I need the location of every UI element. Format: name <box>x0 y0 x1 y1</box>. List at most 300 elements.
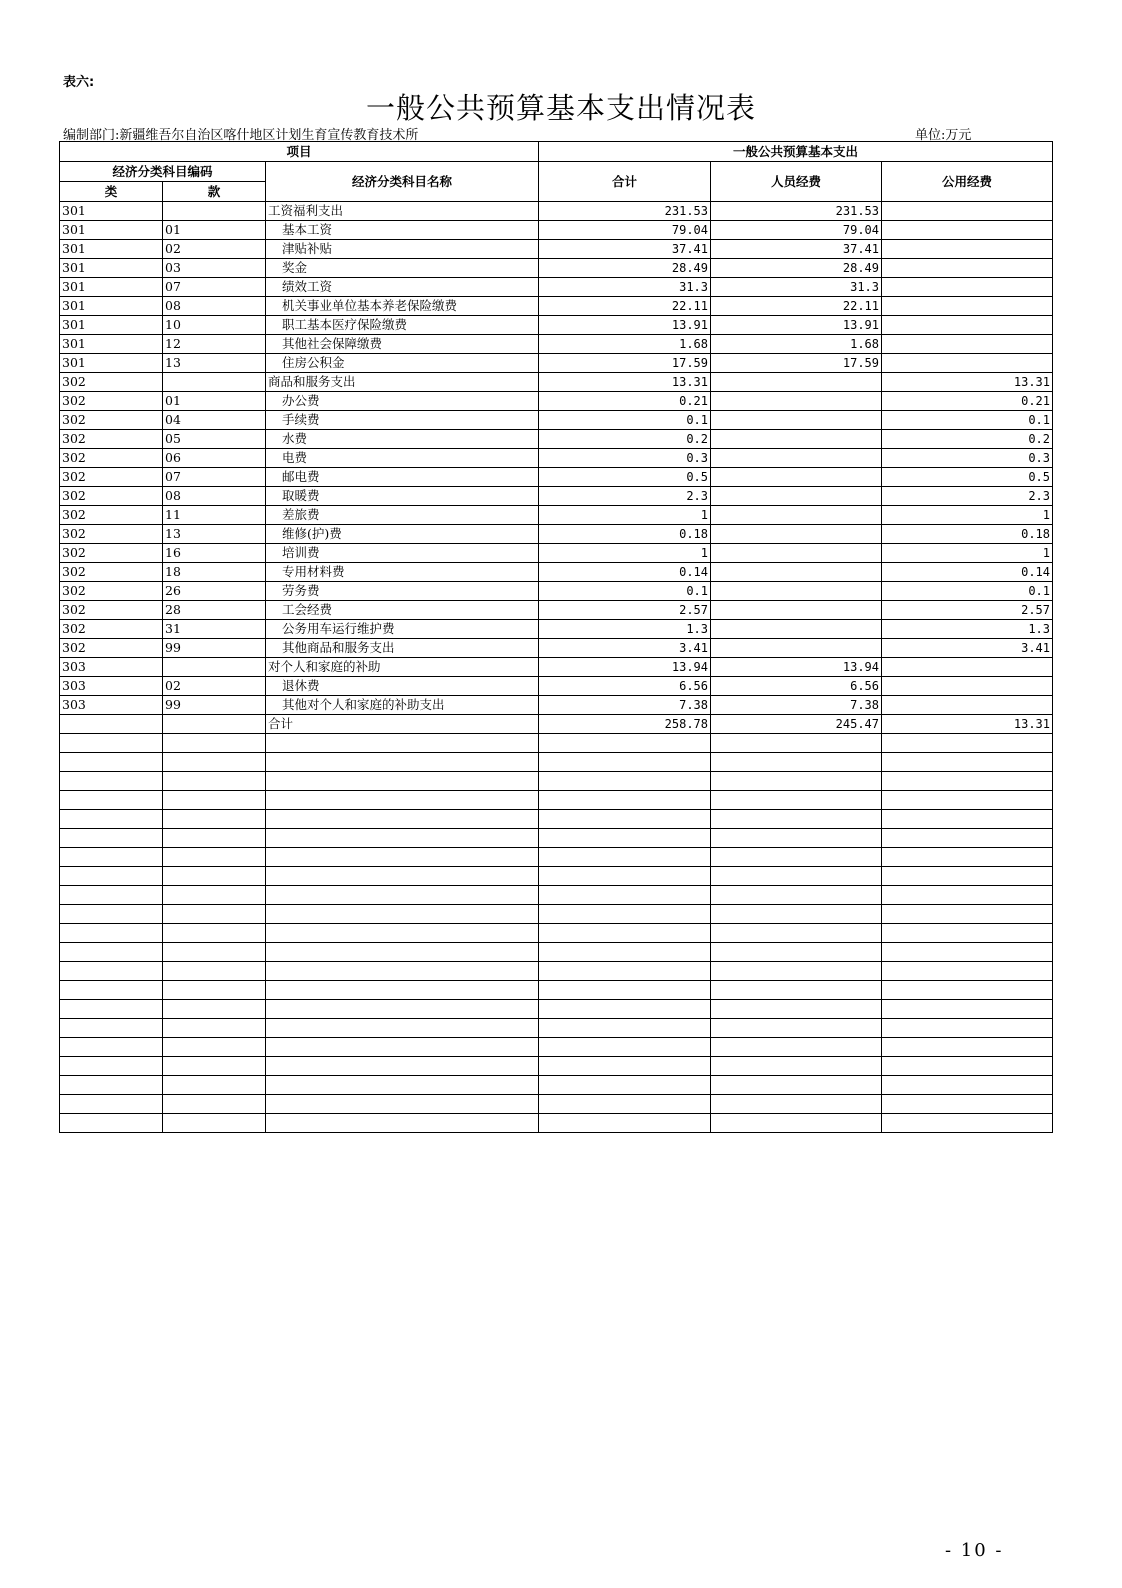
cell-class: 302 <box>60 430 163 449</box>
cell-name: 其他社会保障缴费 <box>266 335 539 354</box>
empty-cell <box>882 962 1053 981</box>
empty-row <box>60 848 1053 867</box>
cell-name: 其他商品和服务支出 <box>266 639 539 658</box>
cell-class <box>60 715 163 734</box>
empty-cell <box>539 943 711 962</box>
budget-table <box>59 141 1053 1133</box>
cell-section: 01 <box>163 392 266 411</box>
cell-name: 电费 <box>266 449 539 468</box>
empty-cell <box>266 1114 539 1133</box>
empty-cell <box>266 943 539 962</box>
table-row <box>60 202 1053 221</box>
empty-cell <box>266 848 539 867</box>
empty-cell <box>266 829 539 848</box>
empty-cell <box>60 810 163 829</box>
empty-row <box>60 924 1053 943</box>
empty-cell <box>60 886 163 905</box>
empty-cell <box>163 791 266 810</box>
cell-name: 绩效工资 <box>266 278 539 297</box>
cell-name: 维修(护)费 <box>266 525 539 544</box>
empty-cell <box>266 791 539 810</box>
cell-class: 301 <box>60 335 163 354</box>
cell-total: 31.3 <box>539 278 711 297</box>
cell-total: 7.38 <box>539 696 711 715</box>
empty-cell <box>163 753 266 772</box>
empty-cell <box>60 1038 163 1057</box>
cell-public: 13.31 <box>882 715 1053 734</box>
cell-name: 取暖费 <box>266 487 539 506</box>
cell-name: 邮电费 <box>266 468 539 487</box>
empty-cell <box>711 886 882 905</box>
empty-cell <box>711 791 882 810</box>
table-row <box>60 506 1053 525</box>
cell-name: 手续费 <box>266 411 539 430</box>
cell-total: 13.94 <box>539 658 711 677</box>
header-total: 合计 <box>539 162 711 202</box>
empty-cell <box>266 734 539 753</box>
empty-cell <box>266 1038 539 1057</box>
table-row <box>60 335 1053 354</box>
empty-cell <box>882 1038 1053 1057</box>
page-number: - 10 - <box>945 1540 1004 1561</box>
cell-total: 0.2 <box>539 430 711 449</box>
cell-section: 03 <box>163 259 266 278</box>
empty-cell <box>266 1057 539 1076</box>
cell-personnel: 13.94 <box>711 658 882 677</box>
cell-class: 302 <box>60 373 163 392</box>
header-row-1 <box>60 142 1053 162</box>
cell-public: 0.5 <box>882 468 1053 487</box>
cell-total: 37.41 <box>539 240 711 259</box>
cell-public <box>882 278 1053 297</box>
cell-total: 79.04 <box>539 221 711 240</box>
cell-section: 05 <box>163 430 266 449</box>
empty-cell <box>882 1019 1053 1038</box>
cell-section: 18 <box>163 563 266 582</box>
empty-cell <box>60 962 163 981</box>
empty-cell <box>539 848 711 867</box>
cell-class: 301 <box>60 221 163 240</box>
empty-cell <box>882 791 1053 810</box>
empty-cell <box>266 810 539 829</box>
empty-cell <box>539 772 711 791</box>
cell-section: 31 <box>163 620 266 639</box>
empty-cell <box>882 829 1053 848</box>
cell-section <box>163 658 266 677</box>
empty-cell <box>539 734 711 753</box>
cell-public: 1.3 <box>882 620 1053 639</box>
table-row <box>60 620 1053 639</box>
cell-section: 16 <box>163 544 266 563</box>
cell-class: 302 <box>60 601 163 620</box>
cell-total: 2.57 <box>539 601 711 620</box>
empty-cell <box>882 1095 1053 1114</box>
cell-class: 302 <box>60 525 163 544</box>
empty-cell <box>60 1076 163 1095</box>
empty-cell <box>60 905 163 924</box>
empty-cell <box>711 1114 882 1133</box>
cell-name: 其他对个人和家庭的补助支出 <box>266 696 539 715</box>
empty-cell <box>539 924 711 943</box>
empty-cell <box>711 1076 882 1095</box>
cell-name: 奖金 <box>266 259 539 278</box>
table-row <box>60 696 1053 715</box>
cell-name: 专用材料费 <box>266 563 539 582</box>
cell-public: 3.41 <box>882 639 1053 658</box>
cell-public <box>882 297 1053 316</box>
cell-class: 302 <box>60 392 163 411</box>
empty-row <box>60 810 1053 829</box>
table-row <box>60 392 1053 411</box>
table-row <box>60 639 1053 658</box>
empty-cell <box>711 1000 882 1019</box>
cell-section: 01 <box>163 221 266 240</box>
cell-class: 302 <box>60 639 163 658</box>
header-project: 项目 <box>60 142 539 162</box>
empty-cell <box>60 753 163 772</box>
cell-class: 301 <box>60 354 163 373</box>
cell-public: 0.18 <box>882 525 1053 544</box>
empty-cell <box>163 1000 266 1019</box>
empty-cell <box>266 924 539 943</box>
cell-personnel <box>711 487 882 506</box>
cell-section: 06 <box>163 449 266 468</box>
cell-personnel <box>711 563 882 582</box>
cell-public: 0.3 <box>882 449 1053 468</box>
cell-class: 301 <box>60 259 163 278</box>
cell-total: 231.53 <box>539 202 711 221</box>
empty-cell <box>60 1000 163 1019</box>
table-row <box>60 373 1053 392</box>
empty-cell <box>60 1114 163 1133</box>
cell-public: 2.57 <box>882 601 1053 620</box>
cell-public: 0.2 <box>882 430 1053 449</box>
empty-cell <box>882 1076 1053 1095</box>
cell-name: 差旅费 <box>266 506 539 525</box>
cell-name: 基本工资 <box>266 221 539 240</box>
empty-cell <box>266 867 539 886</box>
cell-total: 0.14 <box>539 563 711 582</box>
empty-cell <box>163 1038 266 1057</box>
cell-personnel: 13.91 <box>711 316 882 335</box>
page-title: 一般公共预算基本支出情况表 <box>365 91 756 125</box>
empty-cell <box>539 1038 711 1057</box>
cell-class: 302 <box>60 487 163 506</box>
empty-cell <box>539 829 711 848</box>
empty-cell <box>163 905 266 924</box>
cell-total: 0.21 <box>539 392 711 411</box>
header-section: 款 <box>163 182 266 202</box>
cell-personnel <box>711 430 882 449</box>
cell-name: 公务用车运行维护费 <box>266 620 539 639</box>
cell-total: 17.59 <box>539 354 711 373</box>
cell-personnel <box>711 449 882 468</box>
cell-section: 13 <box>163 525 266 544</box>
table-row <box>60 411 1053 430</box>
empty-cell <box>539 810 711 829</box>
cell-name: 商品和服务支出 <box>266 373 539 392</box>
empty-cell <box>711 848 882 867</box>
cell-name: 职工基本医疗保险缴费 <box>266 316 539 335</box>
table-row <box>60 221 1053 240</box>
table-row <box>60 563 1053 582</box>
empty-cell <box>711 810 882 829</box>
empty-row <box>60 829 1053 848</box>
empty-cell <box>882 886 1053 905</box>
table-row <box>60 715 1053 734</box>
empty-cell <box>539 867 711 886</box>
empty-cell <box>163 772 266 791</box>
table-row <box>60 468 1053 487</box>
cell-section: 08 <box>163 297 266 316</box>
cell-personnel <box>711 468 882 487</box>
empty-cell <box>882 981 1053 1000</box>
table-row <box>60 430 1053 449</box>
empty-cell <box>163 1019 266 1038</box>
cell-public <box>882 259 1053 278</box>
empty-cell <box>163 981 266 1000</box>
cell-public: 1 <box>882 544 1053 563</box>
empty-cell <box>266 1000 539 1019</box>
empty-row <box>60 753 1053 772</box>
cell-total: 13.91 <box>539 316 711 335</box>
cell-name: 水费 <box>266 430 539 449</box>
cell-section: 08 <box>163 487 266 506</box>
header-personnel: 人员经费 <box>711 162 882 202</box>
cell-total: 1 <box>539 544 711 563</box>
cell-public <box>882 221 1053 240</box>
empty-row <box>60 1095 1053 1114</box>
table-row <box>60 259 1053 278</box>
empty-row <box>60 1038 1053 1057</box>
empty-cell <box>266 886 539 905</box>
cell-class: 303 <box>60 696 163 715</box>
header-class: 类 <box>60 182 163 202</box>
cell-name: 劳务费 <box>266 582 539 601</box>
cell-public <box>882 316 1053 335</box>
cell-total: 13.31 <box>539 373 711 392</box>
empty-cell <box>266 1076 539 1095</box>
empty-cell <box>60 867 163 886</box>
cell-total: 258.78 <box>539 715 711 734</box>
cell-public <box>882 658 1053 677</box>
empty-cell <box>539 791 711 810</box>
table-row <box>60 354 1053 373</box>
cell-public: 0.1 <box>882 582 1053 601</box>
cell-public: 0.1 <box>882 411 1053 430</box>
cell-name: 工会经费 <box>266 601 539 620</box>
cell-class: 303 <box>60 658 163 677</box>
cell-personnel: 17.59 <box>711 354 882 373</box>
cell-section: 99 <box>163 696 266 715</box>
table-row <box>60 525 1053 544</box>
cell-public: 1 <box>882 506 1053 525</box>
empty-cell <box>539 905 711 924</box>
cell-name: 合计 <box>266 715 539 734</box>
empty-cell <box>60 791 163 810</box>
empty-cell <box>711 943 882 962</box>
empty-cell <box>163 1095 266 1114</box>
table-row <box>60 601 1053 620</box>
cell-total: 0.3 <box>539 449 711 468</box>
table-row <box>60 658 1053 677</box>
empty-cell <box>711 1057 882 1076</box>
empty-cell <box>60 829 163 848</box>
cell-section: 28 <box>163 601 266 620</box>
empty-cell <box>163 810 266 829</box>
cell-section: 13 <box>163 354 266 373</box>
empty-cell <box>60 772 163 791</box>
cell-total: 6.56 <box>539 677 711 696</box>
empty-cell <box>539 1000 711 1019</box>
cell-class: 302 <box>60 449 163 468</box>
cell-section: 07 <box>163 468 266 487</box>
empty-cell <box>882 943 1053 962</box>
cell-class: 301 <box>60 297 163 316</box>
cell-class: 302 <box>60 563 163 582</box>
empty-cell <box>711 829 882 848</box>
empty-cell <box>539 886 711 905</box>
empty-cell <box>711 772 882 791</box>
cell-personnel <box>711 392 882 411</box>
cell-personnel: 231.53 <box>711 202 882 221</box>
empty-row <box>60 1000 1053 1019</box>
empty-cell <box>882 867 1053 886</box>
cell-total: 1 <box>539 506 711 525</box>
table-row <box>60 582 1053 601</box>
cell-section: 04 <box>163 411 266 430</box>
cell-personnel: 1.68 <box>711 335 882 354</box>
empty-cell <box>163 1057 266 1076</box>
cell-personnel <box>711 582 882 601</box>
empty-row <box>60 791 1053 810</box>
cell-section: 10 <box>163 316 266 335</box>
empty-cell <box>60 924 163 943</box>
cell-personnel: 79.04 <box>711 221 882 240</box>
empty-cell <box>163 886 266 905</box>
empty-cell <box>711 867 882 886</box>
empty-cell <box>711 981 882 1000</box>
cell-total: 1.68 <box>539 335 711 354</box>
empty-cell <box>163 1114 266 1133</box>
cell-public: 0.21 <box>882 392 1053 411</box>
empty-cell <box>882 905 1053 924</box>
empty-cell <box>711 1038 882 1057</box>
department-label: 编制部门:新疆维吾尔自治区喀什地区计划生育宣传教育技术所 <box>63 128 419 143</box>
cell-class: 302 <box>60 468 163 487</box>
empty-row <box>60 943 1053 962</box>
cell-personnel: 6.56 <box>711 677 882 696</box>
empty-cell <box>60 943 163 962</box>
cell-personnel <box>711 411 882 430</box>
empty-row <box>60 962 1053 981</box>
empty-cell <box>266 1095 539 1114</box>
cell-class: 302 <box>60 620 163 639</box>
empty-cell <box>60 1095 163 1114</box>
empty-cell <box>163 867 266 886</box>
cell-name: 津贴补贴 <box>266 240 539 259</box>
empty-cell <box>539 1057 711 1076</box>
empty-cell <box>882 753 1053 772</box>
cell-total: 22.11 <box>539 297 711 316</box>
cell-class: 301 <box>60 278 163 297</box>
empty-row <box>60 867 1053 886</box>
cell-public <box>882 354 1053 373</box>
empty-cell <box>163 829 266 848</box>
cell-section <box>163 715 266 734</box>
cell-name: 工资福利支出 <box>266 202 539 221</box>
cell-personnel: 37.41 <box>711 240 882 259</box>
cell-section <box>163 202 266 221</box>
empty-cell <box>163 943 266 962</box>
empty-cell <box>266 962 539 981</box>
cell-section: 07 <box>163 278 266 297</box>
empty-cell <box>60 848 163 867</box>
table-row <box>60 278 1053 297</box>
cell-class: 302 <box>60 582 163 601</box>
header-row-2 <box>60 162 1053 182</box>
empty-row <box>60 772 1053 791</box>
empty-cell <box>711 753 882 772</box>
empty-cell <box>539 1095 711 1114</box>
empty-row <box>60 1057 1053 1076</box>
table-row <box>60 487 1053 506</box>
empty-cell <box>882 1000 1053 1019</box>
empty-row <box>60 1114 1053 1133</box>
cell-section: 99 <box>163 639 266 658</box>
empty-cell <box>60 1019 163 1038</box>
cell-personnel <box>711 639 882 658</box>
header-name: 经济分类科目名称 <box>266 162 539 202</box>
table-row <box>60 449 1053 468</box>
empty-cell <box>539 981 711 1000</box>
empty-row <box>60 1076 1053 1095</box>
cell-section: 26 <box>163 582 266 601</box>
empty-cell <box>60 981 163 1000</box>
cell-personnel: 28.49 <box>711 259 882 278</box>
empty-cell <box>711 905 882 924</box>
empty-cell <box>266 772 539 791</box>
table-label: 表六: <box>63 75 95 90</box>
cell-name: 对个人和家庭的补助 <box>266 658 539 677</box>
cell-personnel <box>711 525 882 544</box>
cell-personnel <box>711 544 882 563</box>
cell-class: 303 <box>60 677 163 696</box>
empty-cell <box>539 1114 711 1133</box>
cell-section: 02 <box>163 677 266 696</box>
cell-class: 302 <box>60 411 163 430</box>
unit-label: 单位:万元 <box>915 128 972 143</box>
empty-cell <box>539 1076 711 1095</box>
empty-cell <box>266 981 539 1000</box>
cell-total: 2.3 <box>539 487 711 506</box>
empty-cell <box>711 1019 882 1038</box>
empty-cell <box>539 753 711 772</box>
cell-personnel <box>711 506 882 525</box>
cell-class: 301 <box>60 202 163 221</box>
empty-cell <box>60 734 163 753</box>
cell-public <box>882 240 1053 259</box>
empty-row <box>60 734 1053 753</box>
empty-cell <box>539 1019 711 1038</box>
cell-public <box>882 335 1053 354</box>
cell-public <box>882 202 1053 221</box>
cell-personnel: 7.38 <box>711 696 882 715</box>
empty-row <box>60 905 1053 924</box>
cell-section <box>163 373 266 392</box>
table-row <box>60 316 1053 335</box>
cell-name: 退休费 <box>266 677 539 696</box>
